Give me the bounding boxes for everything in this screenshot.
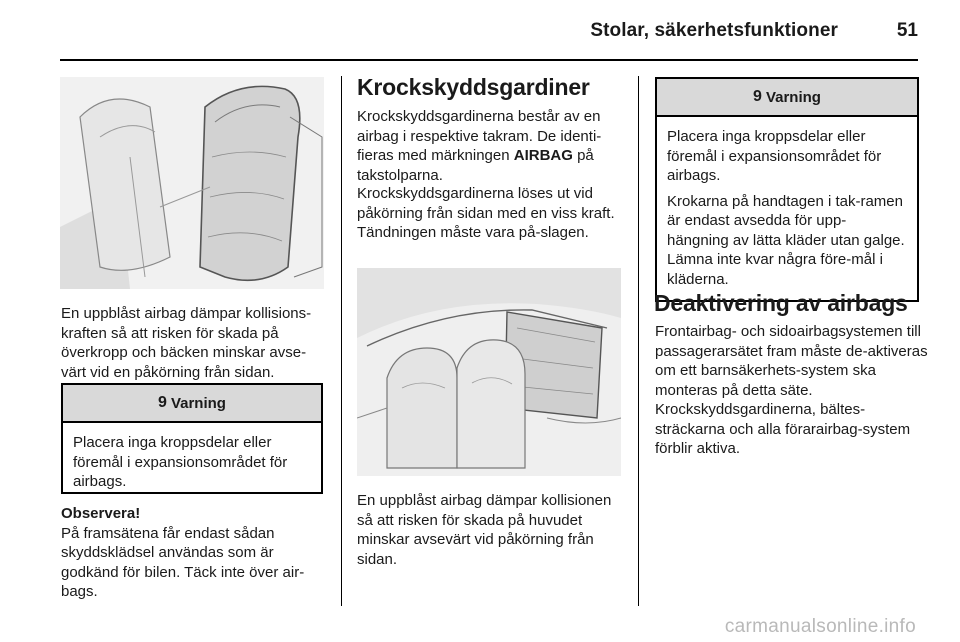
curtain-airbag-illustration <box>357 268 621 476</box>
paragraph-text: på takstolparna. <box>357 147 594 184</box>
warning-text: Krokarna på handtagen i tak-ramen är endast avsedda för upp-hängning av lätta kläder utan galge. Lämna inte kvar några före-mål i kläderna. <box>667 192 905 288</box>
warning-text: Placera inga kroppsdelar eller föremål i expansionsområdet för airbags. <box>667 128 882 184</box>
note-text: På framsätena får endast sådan skyddsklädsel användas som är godkänd för bilen. Täck inte över air-bags. <box>61 524 305 600</box>
figure-caption: En uppblåst airbag dämpar kollisionen så att risken för skada på huvudet minskar avsevärt vid påkörning från sidan. <box>357 492 612 568</box>
paragraph-text: Krockskyddsgardinerna består av en airbag i respektive takram. De identi-fieras med märkningen <box>357 108 602 164</box>
column-divider <box>341 76 342 606</box>
note-title: Observera! <box>61 505 141 522</box>
header-rule <box>60 59 918 61</box>
warning-title: Varning <box>765 88 821 106</box>
page-title: Stolar, säkerhetsfunktioner <box>590 20 838 41</box>
paragraph: Frontairbag- och sidoairbagsystemen till passagerarsätet fram måste de-aktiveras om ett barnsäkerhets-system ska monteras på detta säte. Krockskyddsgardinerna, bältes-sträckarna och alla förarairbag-system förblir aktiva. <box>655 323 928 457</box>
paragraph <box>357 107 627 185</box>
figure-caption: En uppblåst airbag dämpar kollisions-kraften så att risken för skada på överkropp och bäcken minskar avse-värt vid en påkörning från sidan. <box>61 305 312 381</box>
page-header <box>60 12 918 60</box>
warning-box <box>655 77 919 302</box>
warning-header <box>63 385 321 423</box>
warning-icon: 9 <box>158 394 167 411</box>
note-block <box>61 504 327 602</box>
watermark: carmanualsonline.info <box>724 616 916 637</box>
warning-text: Placera inga kroppsdelar eller föremål i expansionsområdet för airbags. <box>73 434 288 490</box>
warning-header <box>657 79 917 117</box>
page-number: 51 <box>896 20 918 41</box>
section-heading: Deaktivering av airbags <box>654 290 908 316</box>
side-airbag-illustration <box>60 77 324 289</box>
warning-icon: 9 <box>753 88 762 105</box>
column-divider <box>638 76 639 606</box>
paragraph: Krockskyddsgardinerna löses ut vid påkörning från sidan med en viss kraft. Tändningen måste vara på-slagen. <box>357 185 615 241</box>
section-heading: Krockskyddsgardiner <box>357 74 590 100</box>
airbag-marking: AIRBAG <box>513 147 573 164</box>
warning-box <box>61 383 323 494</box>
warning-title: Varning <box>170 394 226 412</box>
